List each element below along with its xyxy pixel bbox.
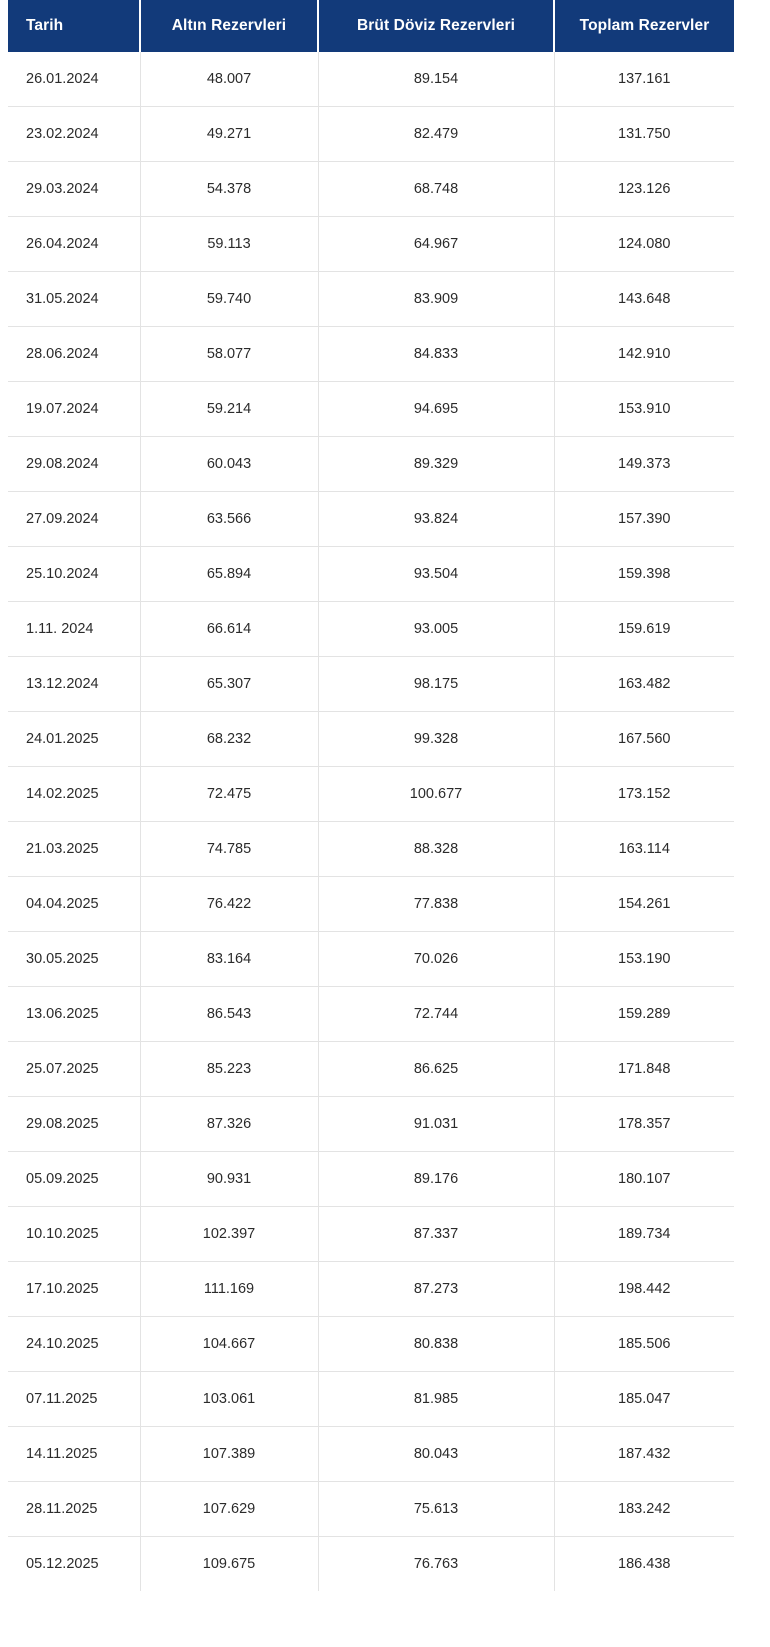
- table-row: [8, 932, 734, 987]
- reserves-table: [8, 0, 734, 1591]
- cell-value: 171.848: [554, 1042, 734, 1097]
- cell-value: 159.619: [554, 602, 734, 657]
- table-row: [8, 52, 734, 107]
- cell-value: 87.273: [318, 1262, 554, 1317]
- cell-date: 30.05.2025: [8, 932, 140, 987]
- cell-value: 124.080: [554, 217, 734, 272]
- cell-date: 24.01.2025: [8, 712, 140, 767]
- cell-value: 157.390: [554, 492, 734, 547]
- cell-value: 54.378: [140, 162, 318, 217]
- cell-value: 91.031: [318, 1097, 554, 1152]
- column-header-gold-reserves: Altın Rezervleri: [140, 0, 318, 52]
- cell-value: 159.398: [554, 547, 734, 602]
- cell-value: 83.909: [318, 272, 554, 327]
- table-row: [8, 327, 734, 382]
- cell-value: 186.438: [554, 1537, 734, 1592]
- cell-value: 88.328: [318, 822, 554, 877]
- cell-value: 87.337: [318, 1207, 554, 1262]
- table-row: [8, 272, 734, 327]
- cell-value: 104.667: [140, 1317, 318, 1372]
- cell-date: 31.05.2024: [8, 272, 140, 327]
- cell-date: 05.09.2025: [8, 1152, 140, 1207]
- table-row: [8, 107, 734, 162]
- table-row: [8, 162, 734, 217]
- cell-value: 90.931: [140, 1152, 318, 1207]
- cell-date: 19.07.2024: [8, 382, 140, 437]
- cell-value: 89.154: [318, 52, 554, 107]
- table-row: [8, 547, 734, 602]
- cell-date: 24.10.2025: [8, 1317, 140, 1372]
- cell-date: 28.11.2025: [8, 1482, 140, 1537]
- cell-date: 29.08.2025: [8, 1097, 140, 1152]
- cell-value: 72.475: [140, 767, 318, 822]
- cell-value: 143.648: [554, 272, 734, 327]
- cell-value: 185.506: [554, 1317, 734, 1372]
- cell-value: 59.740: [140, 272, 318, 327]
- table-row: [8, 1427, 734, 1482]
- cell-value: 180.107: [554, 1152, 734, 1207]
- cell-value: 68.748: [318, 162, 554, 217]
- table-header: [8, 0, 734, 52]
- table-row: [8, 437, 734, 492]
- table-row: [8, 712, 734, 767]
- table-row: [8, 1207, 734, 1262]
- cell-value: 49.271: [140, 107, 318, 162]
- cell-value: 107.389: [140, 1427, 318, 1482]
- cell-value: 131.750: [554, 107, 734, 162]
- cell-date: 14.02.2025: [8, 767, 140, 822]
- cell-value: 137.161: [554, 52, 734, 107]
- cell-value: 76.422: [140, 877, 318, 932]
- cell-value: 173.152: [554, 767, 734, 822]
- cell-value: 107.629: [140, 1482, 318, 1537]
- cell-value: 76.763: [318, 1537, 554, 1592]
- cell-value: 94.695: [318, 382, 554, 437]
- cell-value: 163.114: [554, 822, 734, 877]
- cell-date: 13.12.2024: [8, 657, 140, 712]
- cell-value: 68.232: [140, 712, 318, 767]
- cell-value: 142.910: [554, 327, 734, 382]
- cell-value: 82.479: [318, 107, 554, 162]
- cell-value: 60.043: [140, 437, 318, 492]
- table-row: [8, 657, 734, 712]
- cell-date: 14.11.2025: [8, 1427, 140, 1482]
- cell-date: 29.08.2024: [8, 437, 140, 492]
- cell-date: 04.04.2025: [8, 877, 140, 932]
- cell-date: 26.04.2024: [8, 217, 140, 272]
- table-row: [8, 1537, 734, 1592]
- column-header-total-reserves: Toplam Rezervler: [554, 0, 734, 52]
- cell-value: 109.675: [140, 1537, 318, 1592]
- table-row: [8, 877, 734, 932]
- cell-value: 80.838: [318, 1317, 554, 1372]
- table-row: [8, 767, 734, 822]
- cell-value: 178.357: [554, 1097, 734, 1152]
- cell-value: 59.214: [140, 382, 318, 437]
- cell-value: 65.307: [140, 657, 318, 712]
- cell-value: 154.261: [554, 877, 734, 932]
- table-row: [8, 217, 734, 272]
- cell-value: 111.169: [140, 1262, 318, 1317]
- cell-value: 85.223: [140, 1042, 318, 1097]
- table-row: [8, 602, 734, 657]
- cell-date: 23.02.2024: [8, 107, 140, 162]
- table-row: [8, 987, 734, 1042]
- cell-date: 27.09.2024: [8, 492, 140, 547]
- table-row: [8, 1262, 734, 1317]
- cell-date: 13.06.2025: [8, 987, 140, 1042]
- cell-value: 185.047: [554, 1372, 734, 1427]
- cell-value: 48.007: [140, 52, 318, 107]
- cell-value: 100.677: [318, 767, 554, 822]
- table-row: [8, 492, 734, 547]
- column-header-gross-fx-reserves: Brüt Döviz Rezervleri: [318, 0, 554, 52]
- cell-value: 123.126: [554, 162, 734, 217]
- table-row: [8, 1152, 734, 1207]
- table-row: [8, 1317, 734, 1372]
- cell-value: 87.326: [140, 1097, 318, 1152]
- cell-date: 29.03.2024: [8, 162, 140, 217]
- cell-value: 93.005: [318, 602, 554, 657]
- cell-value: 89.329: [318, 437, 554, 492]
- cell-value: 198.442: [554, 1262, 734, 1317]
- table-body: [8, 52, 734, 1591]
- cell-value: 89.176: [318, 1152, 554, 1207]
- cell-value: 58.077: [140, 327, 318, 382]
- column-header-date: Tarih: [8, 0, 140, 52]
- table-row: [8, 1482, 734, 1537]
- cell-date: 07.11.2025: [8, 1372, 140, 1427]
- cell-date: 05.12.2025: [8, 1537, 140, 1592]
- cell-value: 86.625: [318, 1042, 554, 1097]
- cell-value: 75.613: [318, 1482, 554, 1537]
- cell-value: 66.614: [140, 602, 318, 657]
- cell-value: 102.397: [140, 1207, 318, 1262]
- cell-value: 167.560: [554, 712, 734, 767]
- cell-value: 70.026: [318, 932, 554, 987]
- cell-value: 65.894: [140, 547, 318, 602]
- cell-value: 163.482: [554, 657, 734, 712]
- cell-value: 98.175: [318, 657, 554, 712]
- cell-value: 74.785: [140, 822, 318, 877]
- cell-value: 189.734: [554, 1207, 734, 1262]
- cell-value: 80.043: [318, 1427, 554, 1482]
- cell-date: 26.01.2024: [8, 52, 140, 107]
- cell-value: 103.061: [140, 1372, 318, 1427]
- cell-date: 25.10.2024: [8, 547, 140, 602]
- cell-date: 25.07.2025: [8, 1042, 140, 1097]
- cell-value: 64.967: [318, 217, 554, 272]
- cell-date: 21.03.2025: [8, 822, 140, 877]
- cell-value: 159.289: [554, 987, 734, 1042]
- table-row: [8, 1372, 734, 1427]
- table-row: [8, 822, 734, 877]
- cell-value: 77.838: [318, 877, 554, 932]
- cell-value: 187.432: [554, 1427, 734, 1482]
- cell-value: 153.190: [554, 932, 734, 987]
- cell-value: 93.824: [318, 492, 554, 547]
- table-header-row: [8, 0, 734, 52]
- cell-date: 10.10.2025: [8, 1207, 140, 1262]
- cell-date: 17.10.2025: [8, 1262, 140, 1317]
- cell-value: 153.910: [554, 382, 734, 437]
- table-row: [8, 1097, 734, 1152]
- cell-value: 149.373: [554, 437, 734, 492]
- cell-value: 99.328: [318, 712, 554, 767]
- table-row: [8, 1042, 734, 1097]
- table-row: [8, 382, 734, 437]
- cell-value: 86.543: [140, 987, 318, 1042]
- cell-value: 83.164: [140, 932, 318, 987]
- cell-value: 59.113: [140, 217, 318, 272]
- cell-date: 1.11. 2024: [8, 602, 140, 657]
- cell-value: 183.242: [554, 1482, 734, 1537]
- cell-value: 72.744: [318, 987, 554, 1042]
- cell-value: 81.985: [318, 1372, 554, 1427]
- cell-value: 93.504: [318, 547, 554, 602]
- cell-value: 63.566: [140, 492, 318, 547]
- cell-date: 28.06.2024: [8, 327, 140, 382]
- cell-value: 84.833: [318, 327, 554, 382]
